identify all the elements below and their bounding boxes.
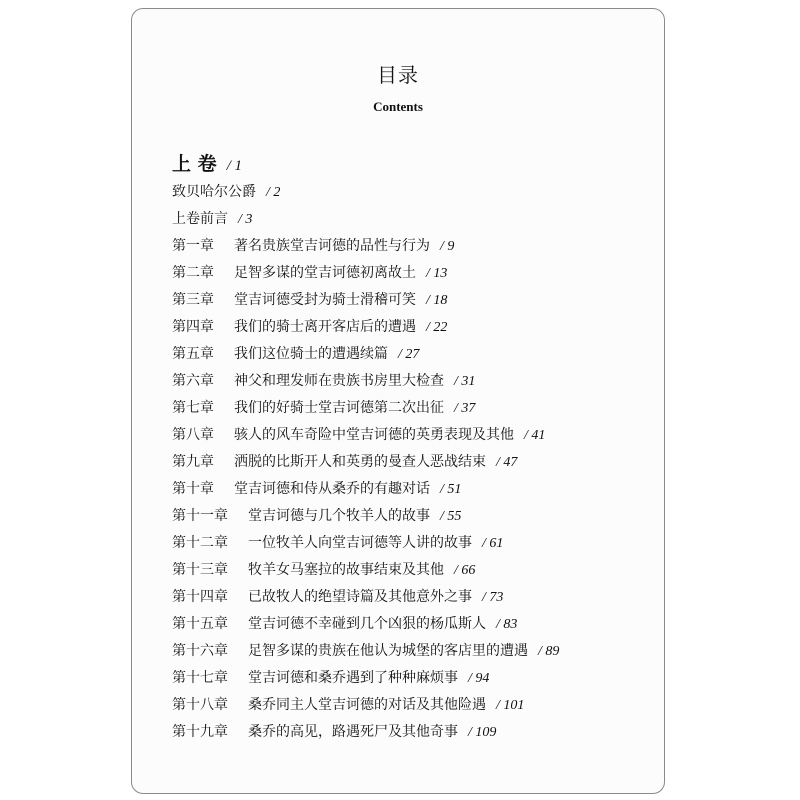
toc-entry-title: 上卷前言: [172, 211, 228, 227]
toc-entry-title: 洒脱的比斯开人和英勇的曼查人恶战结束: [234, 454, 486, 470]
toc-entry-title: 已故牧人的绝望诗篇及其他意外之事: [248, 589, 472, 605]
toc-entry-page: / 2: [266, 185, 281, 200]
toc-entry-chapter: 第十五章: [172, 616, 228, 632]
toc-entry: [172, 638, 654, 665]
toc-entry-page: / 37: [454, 401, 476, 416]
toc-entry-title: 牧羊女马塞拉的故事结束及其他: [248, 562, 444, 578]
toc-entry-chapter: 第六章: [172, 373, 214, 389]
toc-entry-page: / 31: [454, 374, 476, 389]
toc-entry-chapter: 第十六章: [172, 643, 228, 659]
toc-entry-title: 堂吉诃德和侍从桑乔的有趣对话: [234, 481, 430, 497]
toc-entry-chapter: 第十二章: [172, 535, 228, 551]
toc-entry-title: 神父和理发师在贵族书房里大检查: [234, 373, 444, 389]
toc-entry-page: / 22: [426, 320, 448, 335]
toc-entry: [172, 557, 654, 584]
toc-entry: [172, 314, 654, 341]
toc-entry: [172, 584, 654, 611]
toc-entry: [172, 179, 654, 206]
toc-entry-chapter: 第十八章: [172, 697, 228, 713]
table-of-contents: [172, 145, 654, 746]
toc-entry: [172, 287, 654, 314]
toc-entry: [172, 719, 654, 746]
toc-entry-page: / 18: [426, 293, 448, 308]
toc-entry: [172, 341, 654, 368]
toc-entry-chapter: 第九章: [172, 454, 214, 470]
toc-entry-chapter: 第七章: [172, 400, 214, 416]
toc-entry-title: 我们这位骑士的遭遇续篇: [234, 346, 388, 362]
toc-entry-title: 堂吉诃德和桑乔遇到了种种麻烦事: [248, 670, 458, 686]
toc-entry: [172, 233, 654, 260]
toc-entry-chapter: 第十四章: [172, 589, 228, 605]
toc-entry-page: / 83: [496, 617, 518, 632]
toc-entry-page: / 47: [496, 455, 518, 470]
toc-entry-title: 桑乔的高见，路遇死尸及其他奇事: [248, 724, 458, 740]
toc-entry: [172, 260, 654, 287]
toc-entry-title: 我们的好骑士堂吉诃德第二次出征: [234, 400, 444, 416]
toc-entry: [172, 206, 654, 233]
toc-entry-title: 著名贵族堂吉诃德的品性与行为: [234, 238, 430, 254]
toc-entry-page: / 27: [398, 347, 420, 362]
toc-entry-title: 足智多谋的堂吉诃德初离故土: [234, 265, 416, 281]
toc-entry-title: 上 卷: [172, 153, 217, 175]
toc-entry-title: 骇人的风车奇险中堂吉诃德的英勇表现及其他: [234, 427, 514, 443]
toc-entry-page: / 55: [440, 509, 462, 524]
toc-entry-title: 堂吉诃德受封为骑士滑稽可笑: [234, 292, 416, 308]
toc-entry-title: 我们的骑士离开客店后的遭遇: [234, 319, 416, 335]
toc-entry-chapter: 第八章: [172, 427, 214, 443]
toc-entry-chapter: 第十九章: [172, 724, 228, 740]
toc-entry-title: 堂吉诃德不幸碰到几个凶狠的杨瓜斯人: [248, 616, 486, 632]
page-subtitle: Contents: [373, 99, 423, 114]
toc-entry-title: 一位牧羊人向堂吉诃德等人讲的故事: [248, 535, 472, 551]
toc-entry-chapter: 第十章: [172, 481, 214, 497]
toc-entry: [172, 476, 654, 503]
toc-entry-page: / 9: [440, 239, 455, 254]
toc-entry-page: / 51: [440, 482, 462, 497]
toc-entry-page: / 109: [468, 725, 497, 740]
toc-entry-chapter: 第十七章: [172, 670, 228, 686]
toc-entry-chapter: 第二章: [172, 265, 214, 281]
toc-entry-title: 堂吉诃德与几个牧羊人的故事: [248, 508, 430, 524]
toc-entry: [172, 530, 654, 557]
toc-entry: [172, 368, 654, 395]
toc-entry-page: / 41: [524, 428, 546, 443]
toc-entry-page: / 73: [482, 590, 504, 605]
toc-entry-page: / 94: [468, 671, 490, 686]
toc-entry: [172, 611, 654, 638]
toc-entry-page: / 3: [238, 212, 253, 227]
toc-entry-page: / 13: [426, 266, 448, 281]
toc-entry-page: / 66: [454, 563, 476, 578]
toc-entry-chapter: 第一章: [172, 238, 214, 254]
toc-entry: [172, 449, 654, 476]
toc-entry-chapter: 第三章: [172, 292, 214, 308]
toc-entry: [172, 395, 654, 422]
toc-entry-chapter: 第十一章: [172, 508, 228, 524]
toc-entry: [172, 503, 654, 530]
toc-entry-page: / 89: [538, 644, 560, 659]
toc-entry: [172, 665, 654, 692]
toc-entry-part: [172, 145, 654, 179]
toc-entry-chapter: 第十三章: [172, 562, 228, 578]
toc-entry: [172, 422, 654, 449]
toc-entry-title: 足智多谋的贵族在他认为城堡的客店里的遭遇: [248, 643, 528, 659]
toc-entry-page: / 61: [482, 536, 504, 551]
toc-entry: [172, 692, 654, 719]
toc-entry-title: 桑乔同主人堂吉诃德的对话及其他险遇: [248, 697, 486, 713]
toc-entry-title: 致贝哈尔公爵: [172, 184, 256, 200]
toc-entry-chapter: 第四章: [172, 319, 214, 335]
toc-entry-page: / 1: [226, 158, 243, 174]
page-title: 目录: [377, 63, 419, 87]
toc-entry-chapter: 第五章: [172, 346, 214, 362]
toc-entry-page: / 101: [496, 698, 525, 713]
book-page: [131, 8, 665, 794]
